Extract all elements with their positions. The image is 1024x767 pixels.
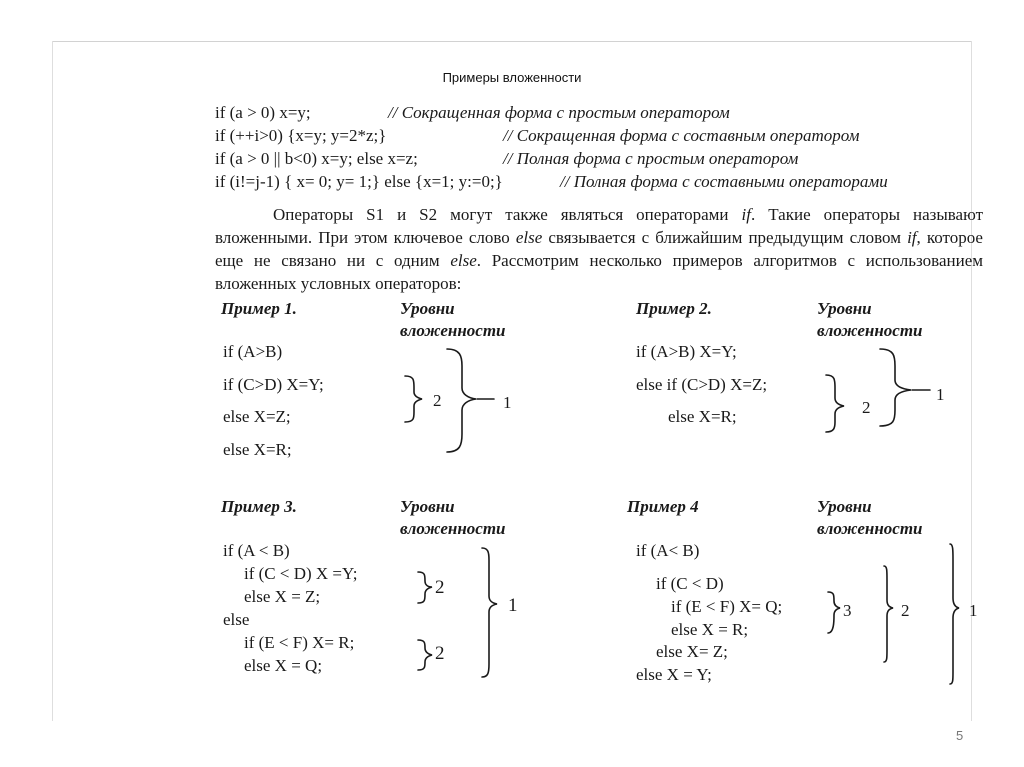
example-3-line-5: if (E < F) X= R;: [244, 633, 355, 652]
example-1-levels-label: Уровни вложенности: [400, 299, 506, 340]
example-1-line-1: if (A>B): [223, 342, 283, 361]
example-2-line-3: else X=R;: [668, 407, 737, 426]
example-2-inner-brace: [826, 375, 844, 432]
example-3-brace-b: [418, 640, 432, 670]
example-4-bracket-2: [884, 566, 893, 662]
body-paragraph: Операторы S1 и S2 могут также являться операторами if. Такие операторы называют вложенными. При этом ключевое слово else связывается с ближайшим предыдущим словом if, которое еще не связано ни с одним else. Рассмотрим несколько примеров алгоритмов с использованием вложенных условных операторов:: [215, 205, 984, 293]
example-4-line-5: else X= Z;: [656, 642, 728, 661]
code-comment-4: // Полная форма с составными операторами: [560, 172, 888, 191]
example-2-line-2: else if (C>D) X=Z;: [636, 375, 768, 394]
example-1-line-4: else X=R;: [223, 440, 292, 459]
example-4-line-6: else X = Y;: [636, 665, 712, 684]
example-2-outer-brace: [880, 349, 911, 426]
example-4-line-3: if (E < F) X= Q;: [671, 597, 783, 616]
slide-title: Примеры вложенности: [442, 70, 582, 85]
code-line-4: if (i!=j-1) { x= 0; y= 1;} else {x=1; y:=0;}: [215, 172, 503, 191]
code-line-3: if (a > 0 || b<0) x=y; else x=z;: [215, 149, 418, 168]
example-1-line-3: else X=Z;: [223, 407, 291, 426]
example-4-levels-label: Уровни вложенности: [817, 497, 923, 538]
example-3-line-4: else: [223, 610, 250, 629]
example-1-inner-brace: [405, 376, 422, 422]
example-1-outer-brace: [447, 349, 476, 452]
example-3-line-1: if (A < B): [223, 541, 290, 560]
example-4-level-2: 2: [901, 601, 910, 620]
example-3-outer-bracket: [482, 548, 497, 677]
code-comment-3: // Полная форма с простым оператором: [503, 149, 799, 168]
example-2-title: Пример 2.: [636, 299, 712, 318]
example-3-line-2: if (C < D) X =Y;: [244, 564, 358, 583]
example-4-level-3: 3: [843, 601, 852, 620]
example-3-line-3: else X = Z;: [244, 587, 321, 606]
code-line-1: if (a > 0) x=y;: [215, 103, 311, 122]
example-1-inner-level: 2: [433, 391, 442, 410]
example-4-brace-3: [828, 592, 840, 633]
example-2-outer-level: 1: [936, 385, 945, 404]
example-4-bracket-1: [950, 544, 959, 684]
page-number: 5: [956, 728, 964, 743]
example-1-title: Пример 1.: [221, 299, 297, 318]
example-1-line-2: if (C>D) X=Y;: [223, 375, 324, 394]
code-line-2: if (++i>0) {x=y; y=2*z;}: [215, 126, 387, 145]
example-3-brace-a: [418, 572, 432, 603]
code-comment-1: // Сокращенная форма с простым оператором: [388, 103, 730, 122]
example-3-outer-level: 1: [508, 595, 518, 616]
example-2-levels-label: Уровни вложенности: [817, 299, 923, 340]
example-3-line-6: else X = Q;: [244, 656, 323, 675]
example-2-line-1: if (A>B) X=Y;: [636, 342, 737, 361]
example-4-level-1: 1: [969, 601, 978, 620]
example-1-outer-level: 1: [503, 393, 512, 412]
example-4-line-2: if (C < D): [656, 574, 724, 593]
code-comment-2: // Сокращенная форма с составным оператором: [503, 126, 860, 145]
example-3-levels-label: Уровни вложенности: [400, 497, 506, 538]
example-4-line-4: else X = R;: [671, 620, 749, 639]
example-3-level-b: 2: [435, 643, 445, 664]
example-2-inner-level: 2: [862, 398, 871, 417]
example-3-title: Пример 3.: [221, 497, 297, 516]
example-3-level-a: 2: [435, 577, 445, 598]
example-4-title: Пример 4: [627, 497, 699, 516]
example-4-line-1: if (A< B): [636, 541, 700, 560]
